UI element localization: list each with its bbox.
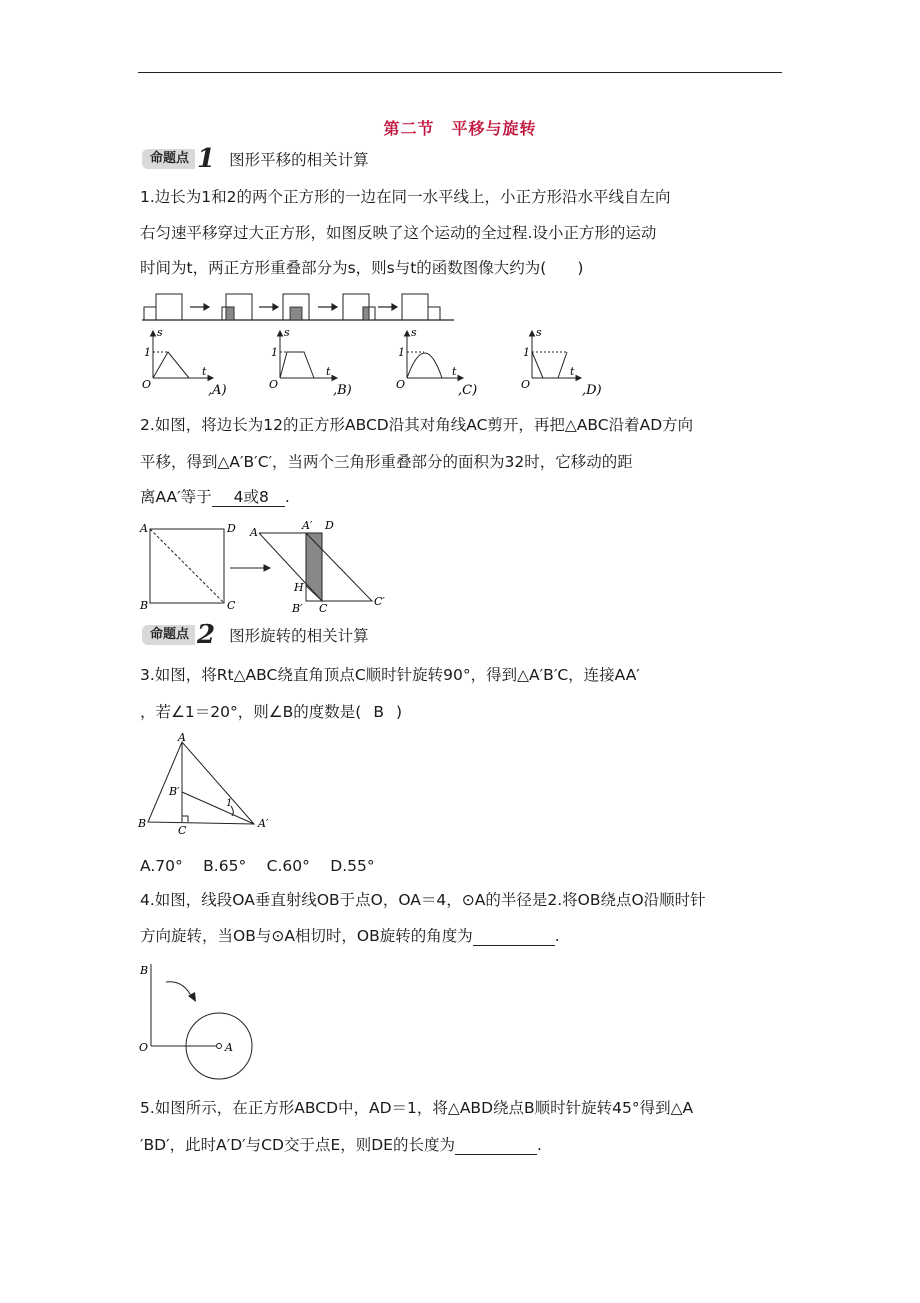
vertex-label-a2: A — [250, 526, 258, 539]
tick-label-1: 1 — [398, 346, 405, 359]
vertex-label-b: B — [140, 599, 149, 612]
vertex-label-a: A — [178, 732, 186, 744]
q2-figure — [136, 516, 406, 616]
vertex-label-c: C — [178, 824, 187, 837]
q1-motion-strip — [138, 290, 458, 326]
q2-answer: 4或8 — [212, 488, 285, 507]
axis-label-t: t — [452, 365, 457, 378]
axis-label-t: t — [570, 365, 575, 378]
q3-prefix: ，若∠1＝20°，则∠B的度数是( — [140, 703, 362, 721]
badge-number: 2 — [197, 620, 216, 650]
header-rule — [138, 72, 782, 73]
option-label-a: ,A) — [208, 383, 227, 398]
q5-answer-blank — [455, 1138, 537, 1155]
vertex-label-a: A — [140, 522, 148, 535]
origin-label: O — [521, 378, 531, 391]
axis-label-t: t — [326, 365, 331, 378]
q5-text: ′BD′，此时A′D′与CD交于点E，则DE的长度为 — [140, 1136, 455, 1154]
vertex-label-b-prime: B′ — [169, 785, 180, 798]
q1-answer-graphs — [136, 328, 616, 398]
q3-answer: B — [373, 703, 384, 721]
vertex-label-c2: C — [319, 602, 328, 615]
badge-label: 命题点 — [142, 625, 195, 645]
vertex-label-d: D — [227, 522, 236, 535]
badge-label: 命题点 — [142, 149, 195, 169]
q2-line: 平移，得到△A′B′C′，当两个三角形重叠部分的面积为32时，它移动的距 — [140, 453, 633, 471]
page-title: 第二节 平移与旋转 — [383, 119, 537, 138]
vertex-label-b: B — [138, 817, 147, 830]
q3-suffix: ) — [395, 703, 403, 721]
point-label-a: A — [225, 1041, 233, 1054]
axis-label-s: s — [536, 328, 542, 339]
q5-line — [140, 1135, 542, 1155]
vertex-label-a-prime: A′ — [258, 817, 269, 830]
point-label-o: O — [139, 1041, 149, 1054]
option-label-b: ,B) — [333, 383, 352, 398]
tick-label-1: 1 — [523, 346, 530, 359]
section-heading: 图形平移的相关计算 — [229, 151, 369, 169]
q1-line: 右匀速平移穿过大正方形，如图反映了这个运动的全过程.设小正方形的运动 — [140, 224, 657, 242]
origin-label: O — [269, 378, 279, 391]
q5-suffix: . — [536, 1136, 542, 1154]
q2-line: 2.如图，将边长为12的正方形ABCD沿其对角线AC剪开，再把△ABC沿着AD方向 — [140, 416, 694, 434]
tick-label-1: 1 — [144, 346, 151, 359]
q4-suffix: . — [554, 927, 560, 945]
q3-figure — [136, 732, 286, 840]
origin-label: O — [142, 378, 152, 391]
vertex-label-d2: D — [325, 519, 334, 532]
point-label-b: B — [140, 964, 149, 977]
section-badge-1 — [142, 144, 369, 174]
angle-label-1: 1 — [226, 798, 233, 809]
q3-choices: A.70° B.65° C.60° D.55° — [140, 857, 375, 875]
vertex-label-a-prime: A′ — [302, 519, 313, 532]
vertex-label-b-prime: B′ — [292, 602, 303, 615]
vertex-label-c: C — [227, 599, 236, 612]
axis-label-t: t — [202, 365, 207, 378]
q4-line: 4.如图，线段OA垂直射线OB于点O，OA＝4，⊙A的半径是2.将OB绕点O沿顺时针 — [140, 891, 706, 909]
tick-label-1: 1 — [271, 346, 278, 359]
q3-line — [140, 702, 402, 722]
q2-line — [140, 487, 290, 507]
axis-label-s: s — [157, 328, 163, 339]
axis-label-s: s — [284, 328, 290, 339]
q2-suffix: . — [284, 488, 290, 506]
q4-line — [140, 926, 560, 946]
option-label-c: ,C) — [458, 383, 478, 398]
q3-line: 3.如图，将Rt△ABC绕直角顶点C顺时针旋转90°，得到△A′B′C，连接AA′ — [140, 666, 640, 684]
badge-number: 1 — [197, 144, 216, 174]
section-badge-2 — [142, 620, 369, 650]
origin-label: O — [396, 378, 406, 391]
section-heading: 图形旋转的相关计算 — [229, 627, 369, 645]
q4-text: 方向旋转，当OB与⊙A相切时，OB旋转的角度为 — [140, 927, 473, 945]
vertex-label-c-prime: C′ — [374, 595, 385, 608]
axis-label-s: s — [411, 328, 417, 339]
q5-line: 5.如图所示，在正方形ABCD中，AD＝1，将△ABD绕点B顺时针旋转45°得到△A — [140, 1099, 694, 1117]
vertex-label-h: H — [294, 581, 304, 594]
q4-figure — [136, 958, 266, 1084]
q1-line: 1.边长为1和2的两个正方形的一边在同一水平线上，小正方形沿水平线自左向 — [140, 188, 671, 206]
q1-line: 时间为t，两正方形重叠部分为s，则s与t的函数图像大约为( ) — [140, 259, 584, 277]
option-label-d: ,D) — [582, 383, 602, 398]
q4-answer-blank — [473, 929, 555, 946]
q2-prefix: 离AA′等于 — [140, 488, 212, 506]
